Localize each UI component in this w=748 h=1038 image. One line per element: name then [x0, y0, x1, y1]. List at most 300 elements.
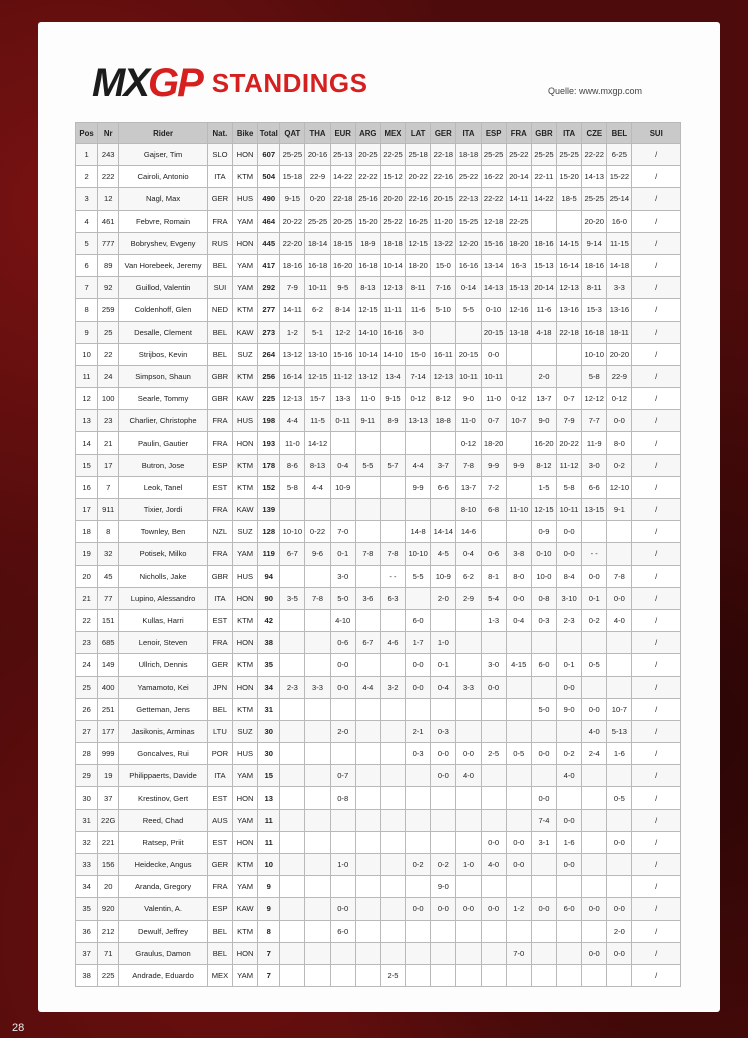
table-cell: 0-0 — [557, 676, 582, 698]
table-cell: 119 — [258, 543, 280, 565]
table-cell — [305, 898, 330, 920]
table-cell: Ratsep, Priit — [119, 831, 208, 853]
table-cell: GBR — [207, 565, 232, 587]
table-cell — [280, 854, 305, 876]
column-header: Pos — [76, 123, 98, 144]
table-cell — [380, 942, 405, 964]
table-cell: 14-8 — [406, 521, 431, 543]
table-cell: 0-0 — [607, 898, 632, 920]
table-cell: 15-16 — [481, 232, 506, 254]
table-cell: 0-12 — [506, 388, 531, 410]
table-cell: 156 — [98, 854, 119, 876]
table-cell — [406, 787, 431, 809]
table-cell: / — [632, 964, 681, 986]
table-cell: 11-10 — [506, 499, 531, 521]
table-cell: 8-11 — [582, 277, 607, 299]
table-cell: 6-25 — [607, 144, 632, 166]
table-cell: 0-11 — [330, 410, 355, 432]
table-cell: 22-25 — [380, 144, 405, 166]
table-cell: 13-13 — [406, 410, 431, 432]
table-cell: 198 — [258, 410, 280, 432]
table-cell — [557, 632, 582, 654]
table-cell — [380, 787, 405, 809]
table-row — [76, 410, 681, 432]
table-cell — [607, 632, 632, 654]
table-cell: - - — [380, 565, 405, 587]
table-cell: 0-22 — [305, 521, 330, 543]
table-cell: 12-10 — [607, 476, 632, 498]
table-cell: 0-0 — [506, 854, 531, 876]
table-cell: 7-9 — [557, 410, 582, 432]
table-cell: Tixier, Jordi — [119, 499, 208, 521]
table-cell: 38 — [258, 632, 280, 654]
table-cell — [280, 898, 305, 920]
table-cell: 8-14 — [330, 299, 355, 321]
table-cell: 13-12 — [355, 365, 380, 387]
table-cell: 25-18 — [406, 144, 431, 166]
table-cell: 16-14 — [557, 254, 582, 276]
table-cell: 222 — [98, 166, 119, 188]
table-cell: 0-2 — [557, 743, 582, 765]
table-cell: 20 — [76, 565, 98, 587]
table-cell: 25-25 — [557, 144, 582, 166]
column-header: FRA — [506, 123, 531, 144]
table-cell — [481, 964, 506, 986]
table-row — [76, 476, 681, 498]
table-cell: 13-4 — [380, 365, 405, 387]
table-cell — [380, 609, 405, 631]
table-cell: 4-15 — [506, 654, 531, 676]
table-cell: 7-7 — [582, 410, 607, 432]
table-cell: 16-0 — [607, 210, 632, 232]
table-cell: BEL — [207, 920, 232, 942]
table-cell — [355, 476, 380, 498]
table-cell — [406, 587, 431, 609]
table-cell: 8-0 — [607, 432, 632, 454]
table-cell: KTM — [233, 454, 258, 476]
table-cell: 3-0 — [330, 565, 355, 587]
table-cell: 16-14 — [280, 365, 305, 387]
table-cell — [456, 609, 481, 631]
table-cell: / — [632, 632, 681, 654]
table-cell — [506, 343, 531, 365]
table-cell: 6-0 — [557, 898, 582, 920]
table-cell: 149 — [98, 654, 119, 676]
table-cell — [406, 698, 431, 720]
table-cell: Krestinov, Gert — [119, 787, 208, 809]
table-cell: 13-7 — [456, 476, 481, 498]
table-cell: 3-3 — [607, 277, 632, 299]
table-cell — [431, 787, 456, 809]
table-cell: 10-10 — [280, 521, 305, 543]
table-cell: 12-13 — [380, 277, 405, 299]
table-cell — [506, 365, 531, 387]
table-cell: 0-0 — [481, 343, 506, 365]
table-cell: 10-9 — [330, 476, 355, 498]
table-cell: 4 — [76, 210, 98, 232]
table-cell: 0-2 — [582, 609, 607, 631]
table-cell: 15-13 — [531, 254, 556, 276]
column-header: Total — [258, 123, 280, 144]
table-cell: 9-6 — [305, 543, 330, 565]
table-cell: 14-10 — [355, 321, 380, 343]
table-cell: 10-14 — [355, 343, 380, 365]
table-cell: / — [632, 565, 681, 587]
table-cell: 13 — [258, 787, 280, 809]
table-cell: KTM — [233, 854, 258, 876]
table-cell: 128 — [258, 521, 280, 543]
table-cell: 35 — [76, 898, 98, 920]
table-cell: 0-3 — [431, 720, 456, 742]
table-cell: 22-18 — [557, 321, 582, 343]
table-cell — [355, 743, 380, 765]
table-cell: 15-20 — [557, 166, 582, 188]
table-cell: 3-8 — [506, 543, 531, 565]
table-cell: RUS — [207, 232, 232, 254]
table-row — [76, 765, 681, 787]
table-cell: 25 — [76, 676, 98, 698]
table-cell: 25-22 — [506, 144, 531, 166]
table-cell: 16 — [76, 476, 98, 498]
table-cell: 11-0 — [280, 432, 305, 454]
page-number: 28 — [12, 1022, 25, 1034]
table-cell — [582, 787, 607, 809]
table-cell — [380, 654, 405, 676]
table-cell: / — [632, 299, 681, 321]
table-cell: Strijbos, Kevin — [119, 343, 208, 365]
table-cell: 3-6 — [355, 587, 380, 609]
table-cell — [557, 343, 582, 365]
table-cell — [305, 698, 330, 720]
table-cell: 12-12 — [582, 388, 607, 410]
table-cell: 16-3 — [506, 254, 531, 276]
table-cell: 0-0 — [406, 654, 431, 676]
table-cell: 0-7 — [330, 765, 355, 787]
column-header: Nat. — [207, 123, 232, 144]
column-header: GBR — [531, 123, 556, 144]
table-row — [76, 920, 681, 942]
table-cell: 77 — [98, 587, 119, 609]
table-cell: 14-15 — [557, 232, 582, 254]
table-cell: 20-22 — [406, 166, 431, 188]
table-row — [76, 676, 681, 698]
table-cell — [280, 743, 305, 765]
table-row — [76, 942, 681, 964]
table-cell: FRA — [207, 410, 232, 432]
table-cell: 464 — [258, 210, 280, 232]
table-cell: 251 — [98, 698, 119, 720]
table-cell: YAM — [233, 277, 258, 299]
table-cell — [406, 942, 431, 964]
table-cell — [506, 787, 531, 809]
table-cell — [531, 676, 556, 698]
table-cell: HUS — [233, 743, 258, 765]
table-cell: 5-5 — [406, 565, 431, 587]
table-cell: Jasikonis, Arminas — [119, 720, 208, 742]
table-cell — [330, 432, 355, 454]
table-cell: / — [632, 698, 681, 720]
table-cell: 4-4 — [305, 476, 330, 498]
table-cell — [305, 632, 330, 654]
table-cell: 0-0 — [607, 831, 632, 853]
table-cell: 15-16 — [330, 343, 355, 365]
table-cell: / — [632, 765, 681, 787]
table-cell: Nagl, Max — [119, 188, 208, 210]
table-cell: 2-4 — [582, 743, 607, 765]
table-cell: 29 — [76, 765, 98, 787]
table-cell: 13-15 — [582, 499, 607, 521]
table-cell: 20-20 — [380, 188, 405, 210]
table-cell: / — [632, 166, 681, 188]
table-cell: 11-6 — [406, 299, 431, 321]
table-row — [76, 232, 681, 254]
table-cell: 259 — [98, 299, 119, 321]
table-cell: 9-1 — [607, 499, 632, 521]
table-cell: KTM — [233, 654, 258, 676]
table-cell: 243 — [98, 144, 119, 166]
table-cell — [506, 964, 531, 986]
table-cell — [355, 898, 380, 920]
table-cell: 0-0 — [582, 898, 607, 920]
table-cell: 11 — [258, 831, 280, 853]
table-cell: 7-0 — [506, 942, 531, 964]
table-cell — [406, 964, 431, 986]
table-cell: 999 — [98, 743, 119, 765]
table-cell: 20-15 — [431, 188, 456, 210]
table-cell — [380, 720, 405, 742]
table-cell: 34 — [258, 676, 280, 698]
mxgp-logo — [92, 62, 368, 104]
table-cell: 15-7 — [305, 388, 330, 410]
table-cell: 18-16 — [280, 254, 305, 276]
table-cell — [481, 920, 506, 942]
table-cell: KAW — [233, 499, 258, 521]
table-cell: 20-14 — [506, 166, 531, 188]
table-cell: - - — [582, 543, 607, 565]
table-cell: 8-10 — [456, 499, 481, 521]
table-row — [76, 210, 681, 232]
table-cell — [531, 765, 556, 787]
table-cell: 6-2 — [456, 565, 481, 587]
logo-gp: GP — [148, 61, 202, 105]
table-cell: 0-5 — [582, 654, 607, 676]
table-cell: 7 — [98, 476, 119, 498]
table-cell: 18-18 — [456, 144, 481, 166]
table-cell: BEL — [207, 698, 232, 720]
table-cell: 26 — [76, 698, 98, 720]
table-cell: 0-0 — [406, 898, 431, 920]
column-header: QAT — [280, 123, 305, 144]
table-cell: 7-8 — [355, 543, 380, 565]
table-cell — [456, 787, 481, 809]
table-cell: 10 — [76, 343, 98, 365]
table-cell: 28 — [76, 743, 98, 765]
table-cell — [280, 565, 305, 587]
table-cell — [607, 876, 632, 898]
table-row — [76, 654, 681, 676]
table-cell — [305, 499, 330, 521]
table-cell: 5-4 — [481, 587, 506, 609]
table-cell: 22 — [76, 609, 98, 631]
table-cell — [531, 210, 556, 232]
table-row — [76, 854, 681, 876]
table-cell: 0-0 — [330, 676, 355, 698]
table-cell: 5-1 — [305, 321, 330, 343]
table-cell — [481, 876, 506, 898]
table-cell: 13-14 — [481, 254, 506, 276]
table-cell — [481, 787, 506, 809]
table-cell: KAW — [233, 388, 258, 410]
table-cell: 212 — [98, 920, 119, 942]
table-cell: 3-0 — [406, 321, 431, 343]
table-cell: / — [632, 720, 681, 742]
table-cell: EST — [207, 831, 232, 853]
table-cell: 16-25 — [406, 210, 431, 232]
table-cell: 5-0 — [330, 587, 355, 609]
table-cell: 6-2 — [305, 299, 330, 321]
table-cell — [280, 831, 305, 853]
table-row — [76, 299, 681, 321]
table-cell: / — [632, 854, 681, 876]
table-cell: 0-4 — [330, 454, 355, 476]
table-cell: 25-25 — [531, 144, 556, 166]
table-cell: 1-6 — [607, 743, 632, 765]
table-cell: / — [632, 321, 681, 343]
table-cell: KTM — [233, 365, 258, 387]
table-cell: 9 — [76, 321, 98, 343]
table-cell: 5-0 — [531, 698, 556, 720]
table-cell: 24 — [98, 365, 119, 387]
table-cell: 16-18 — [305, 254, 330, 276]
table-cell — [280, 698, 305, 720]
table-cell — [431, 321, 456, 343]
table-row — [76, 743, 681, 765]
table-cell — [582, 632, 607, 654]
table-cell: 0-0 — [481, 898, 506, 920]
table-cell: BEL — [207, 343, 232, 365]
table-cell — [456, 654, 481, 676]
table-cell: SUZ — [233, 343, 258, 365]
table-cell: Lenoir, Steven — [119, 632, 208, 654]
table-cell: / — [632, 587, 681, 609]
table-cell: NZL — [207, 521, 232, 543]
table-cell: Heidecke, Angus — [119, 854, 208, 876]
table-cell: 17 — [98, 454, 119, 476]
table-cell: 20-20 — [582, 210, 607, 232]
table-cell: Bobryshev, Evgeny — [119, 232, 208, 254]
table-row — [76, 609, 681, 631]
table-cell: 8-1 — [481, 565, 506, 587]
table-cell — [607, 964, 632, 986]
table-cell: Kullas, Harri — [119, 609, 208, 631]
table-cell: 0-2 — [431, 854, 456, 876]
table-cell: 5-8 — [280, 476, 305, 498]
table-cell: 0-1 — [582, 587, 607, 609]
table-cell: 25-22 — [456, 166, 481, 188]
table-cell: 11-20 — [431, 210, 456, 232]
table-cell: AUS — [207, 809, 232, 831]
table-cell: 37 — [76, 942, 98, 964]
header-row — [76, 123, 681, 144]
table-cell: KAW — [233, 898, 258, 920]
table-cell: 11-12 — [557, 454, 582, 476]
table-cell: ESP — [207, 898, 232, 920]
table-cell — [380, 854, 405, 876]
column-header: SUI — [632, 123, 681, 144]
table-cell: 14-22 — [531, 188, 556, 210]
table-row — [76, 898, 681, 920]
table-cell: 10-11 — [456, 365, 481, 387]
table-cell — [280, 787, 305, 809]
table-cell: 0-0 — [582, 565, 607, 587]
table-cell — [305, 565, 330, 587]
table-cell: 2-1 — [406, 720, 431, 742]
table-cell: 461 — [98, 210, 119, 232]
table-cell: 9-0 — [557, 698, 582, 720]
table-cell: 18-16 — [582, 254, 607, 276]
table-cell — [380, 765, 405, 787]
table-cell: 5-5 — [355, 454, 380, 476]
table-cell: 3-1 — [531, 831, 556, 853]
column-header: ESP — [481, 123, 506, 144]
table-cell: 4-6 — [380, 632, 405, 654]
table-cell: / — [632, 365, 681, 387]
table-cell: 0-0 — [582, 698, 607, 720]
table-cell: 18-11 — [607, 321, 632, 343]
table-cell: Leok, Tanel — [119, 476, 208, 498]
table-cell: 18-5 — [557, 188, 582, 210]
table-cell — [380, 499, 405, 521]
table-cell — [607, 765, 632, 787]
table-cell: 11-0 — [355, 388, 380, 410]
table-cell: 15 — [258, 765, 280, 787]
table-cell: 8-13 — [305, 454, 330, 476]
column-header: MEX — [380, 123, 405, 144]
table-cell: YAM — [233, 765, 258, 787]
table-cell: 4-10 — [330, 609, 355, 631]
table-cell: KTM — [233, 920, 258, 942]
table-cell: 9-9 — [406, 476, 431, 498]
table-cell — [355, 499, 380, 521]
table-cell: / — [632, 388, 681, 410]
table-cell: HON — [233, 676, 258, 698]
table-cell: 23 — [98, 410, 119, 432]
table-cell — [380, 698, 405, 720]
table-cell: GBR — [207, 388, 232, 410]
table-cell: 4-4 — [280, 410, 305, 432]
table-cell — [280, 632, 305, 654]
table-cell: 19 — [76, 543, 98, 565]
table-cell: 0-12 — [406, 388, 431, 410]
table-cell: 30 — [258, 743, 280, 765]
table-row — [76, 432, 681, 454]
table-cell: 4-4 — [355, 676, 380, 698]
table-cell: / — [632, 343, 681, 365]
table-row — [76, 787, 681, 809]
table-cell — [607, 676, 632, 698]
table-cell: 2-0 — [330, 720, 355, 742]
table-cell: 10-7 — [607, 698, 632, 720]
table-cell: 12-2 — [330, 321, 355, 343]
table-cell: 18-20 — [506, 232, 531, 254]
table-cell — [380, 831, 405, 853]
table-cell: 0-0 — [557, 854, 582, 876]
table-row — [76, 277, 681, 299]
table-cell: 7-8 — [607, 565, 632, 587]
table-cell: Gajser, Tim — [119, 144, 208, 166]
table-cell: 10-14 — [380, 254, 405, 276]
table-cell: Searle, Tommy — [119, 388, 208, 410]
